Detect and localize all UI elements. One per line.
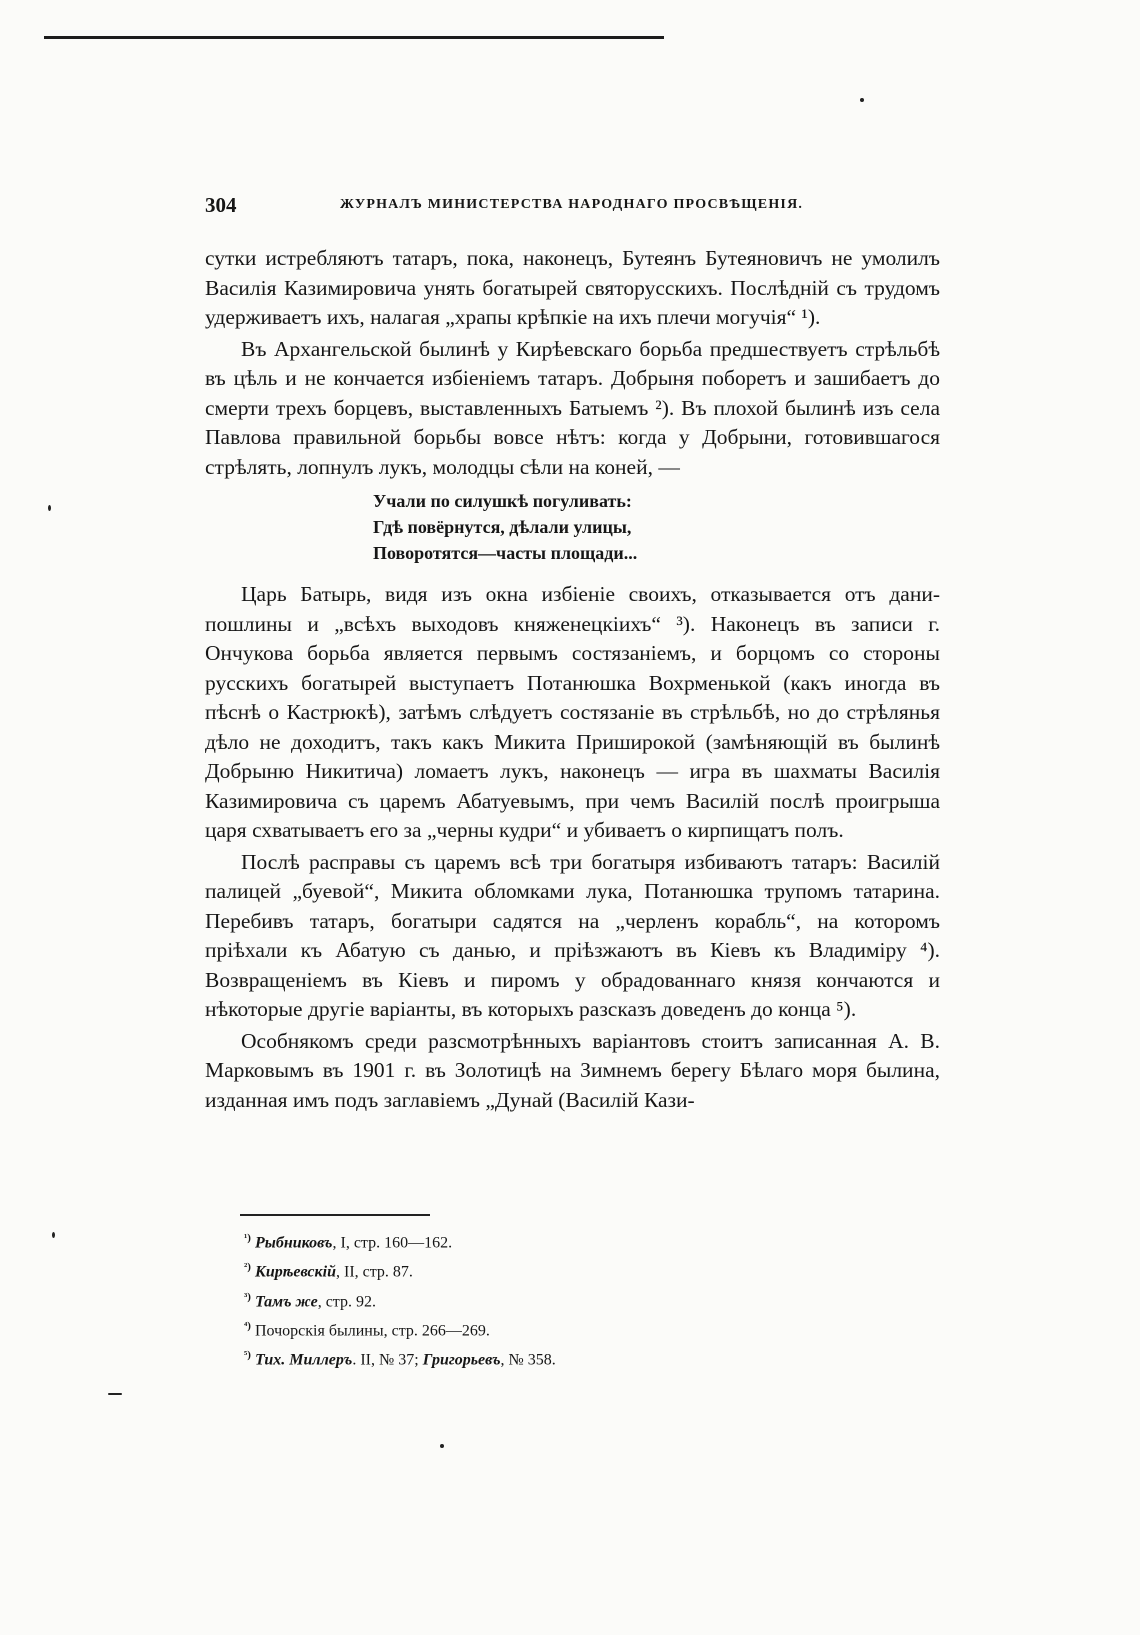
footnote-text-2: , № 358.: [500, 1351, 556, 1369]
footnote-mark: ⁴): [244, 1319, 251, 1332]
footnote-source: Тамъ же: [254, 1292, 318, 1310]
footnote: [244, 1285, 844, 1314]
paragraph: Царь Батырь, видя изъ окна избіеніе своихъ, отказывается отъ дани-пошлины и „всѣхъ выходовъ княженецкіихъ“ ³). Наконецъ въ записи г. Ончукова борьба является первымъ состязаніемъ, и борцомъ со стороны русскихъ богатырей выступаетъ Потанюшка Вохрменькой (какъ иногда въ пѣснѣ о Кастрюкѣ), затѣмъ слѣдуетъ состязаніе въ стрѣльбѣ, но до стрѣлянья дѣло не доходитъ, такъ какъ Микита Пришироко‌й (замѣняющій въ былинѣ Добрыню Никитича) ломаетъ лукъ, наконецъ — игра въ шахматы Василія Казимировича съ царемъ Абатуевымъ, при чемъ Василій послѣ проигрыша царя схватываетъ его за „черны кудри“ и убиваетъ о кирпищатъ полъ.: [205, 582, 940, 842]
scan-speck: [108, 1393, 122, 1395]
paragraph: Въ Архангельской былинѣ у Кирѣевскаго борьба предшествуетъ стрѣльбѣ въ цѣль и не кончается избіеніемъ татаръ. Добрыня поборетъ и зашибаетъ до смерти трехъ борцевъ, выставленныхъ Батыемъ ²). Въ плохой былинѣ изъ села Павлова правильной борьбы вовсе нѣтъ: когда у Добрыни, готовившагося стрѣлять, лопнулъ лукъ, молодцы сѣли на коней, —: [205, 336, 940, 479]
footnote: [244, 1255, 844, 1284]
verse-line: Гдѣ повёрнутся, дѣлали улицы,: [373, 517, 632, 537]
footnote-text: , I, стр. 160—162.: [332, 1234, 453, 1252]
footnote-text: . II, № 37;: [352, 1351, 423, 1369]
paragraph: сутки истребляютъ татаръ, пока, наконецъ, Бутеянъ Бутеяновичъ не умолилъ Василія Казимировича унять богатырей святорусскихъ. Послѣдній съ трудомъ удерживаетъ ихъ, налагая „храпы крѣпкіе на ихъ плечи могучія“ ¹).: [205, 246, 940, 329]
footnote-source: Рыбниковъ: [254, 1234, 333, 1252]
footnote: [244, 1226, 844, 1255]
footnote-source: Тих. Миллеръ: [254, 1351, 353, 1369]
page-header: [205, 193, 940, 223]
footnotes: [244, 1226, 844, 1373]
page-number: 304: [205, 193, 237, 217]
running-head: ЖУРНАЛЪ МИНИСТЕРСТВА НАРОДНАГО ПРОСВѢЩЕНІЯ.: [340, 197, 804, 212]
footnote-mark: ²): [244, 1261, 251, 1274]
scan-speck: [860, 98, 864, 102]
scan-speck: [48, 505, 51, 511]
top-rule: [44, 36, 664, 39]
paragraph: Особнякомъ среди разсмотрѣнныхъ варіантовъ стоитъ записанная А. В. Марковымъ въ 1901 г. въ Золотицѣ на Зимнемъ берегу Бѣлаго моря былина, изданная имъ подъ заглавіемъ „Дунай (Василій Кази-: [205, 1028, 940, 1112]
scan-speck: [52, 1232, 55, 1238]
footnote-text: Почорскія былины, стр. 266—269.: [254, 1322, 490, 1340]
footnote: [244, 1343, 844, 1372]
verse-quote: [373, 488, 940, 566]
footnote-text: , II, стр. 87.: [335, 1263, 413, 1281]
footnote-text: , стр. 92.: [317, 1292, 376, 1310]
footnote-mark: ¹): [244, 1232, 251, 1244]
body-text: [205, 244, 940, 1117]
footnote: [244, 1314, 844, 1343]
footnote-mark: ⁵): [244, 1349, 251, 1362]
verse-line: Поворотятся—часты площади...: [373, 543, 638, 563]
footnote-mark: ³): [244, 1290, 251, 1303]
footnote-source: Кирѣевскій: [254, 1263, 336, 1281]
footnote-rule: [240, 1214, 430, 1216]
verse-line: Учали по силушкѣ погуливать:: [373, 491, 632, 511]
paragraph: Послѣ расправы съ царемъ всѣ три богатыря избиваютъ татаръ: Василій палицей „буевой“, Микита обломками лука, Потанюшка трупомъ татарина. Перебивъ татаръ, богатыри садятся на „черленъ корабль“, на которомъ пріѣхали къ Абатую съ данью, и пріѣзжаютъ въ Кіевъ къ Владиміру ⁴). Возвращеніемъ въ Кіевъ и пиромъ у обрадованнаго князя кончаются и нѣкоторые другіе варіанты, въ которыхъ разсказъ доведенъ до конца ⁵).: [205, 849, 940, 1021]
scan-speck: [440, 1444, 444, 1448]
footnote-source-2: Григорьевъ: [422, 1351, 501, 1369]
